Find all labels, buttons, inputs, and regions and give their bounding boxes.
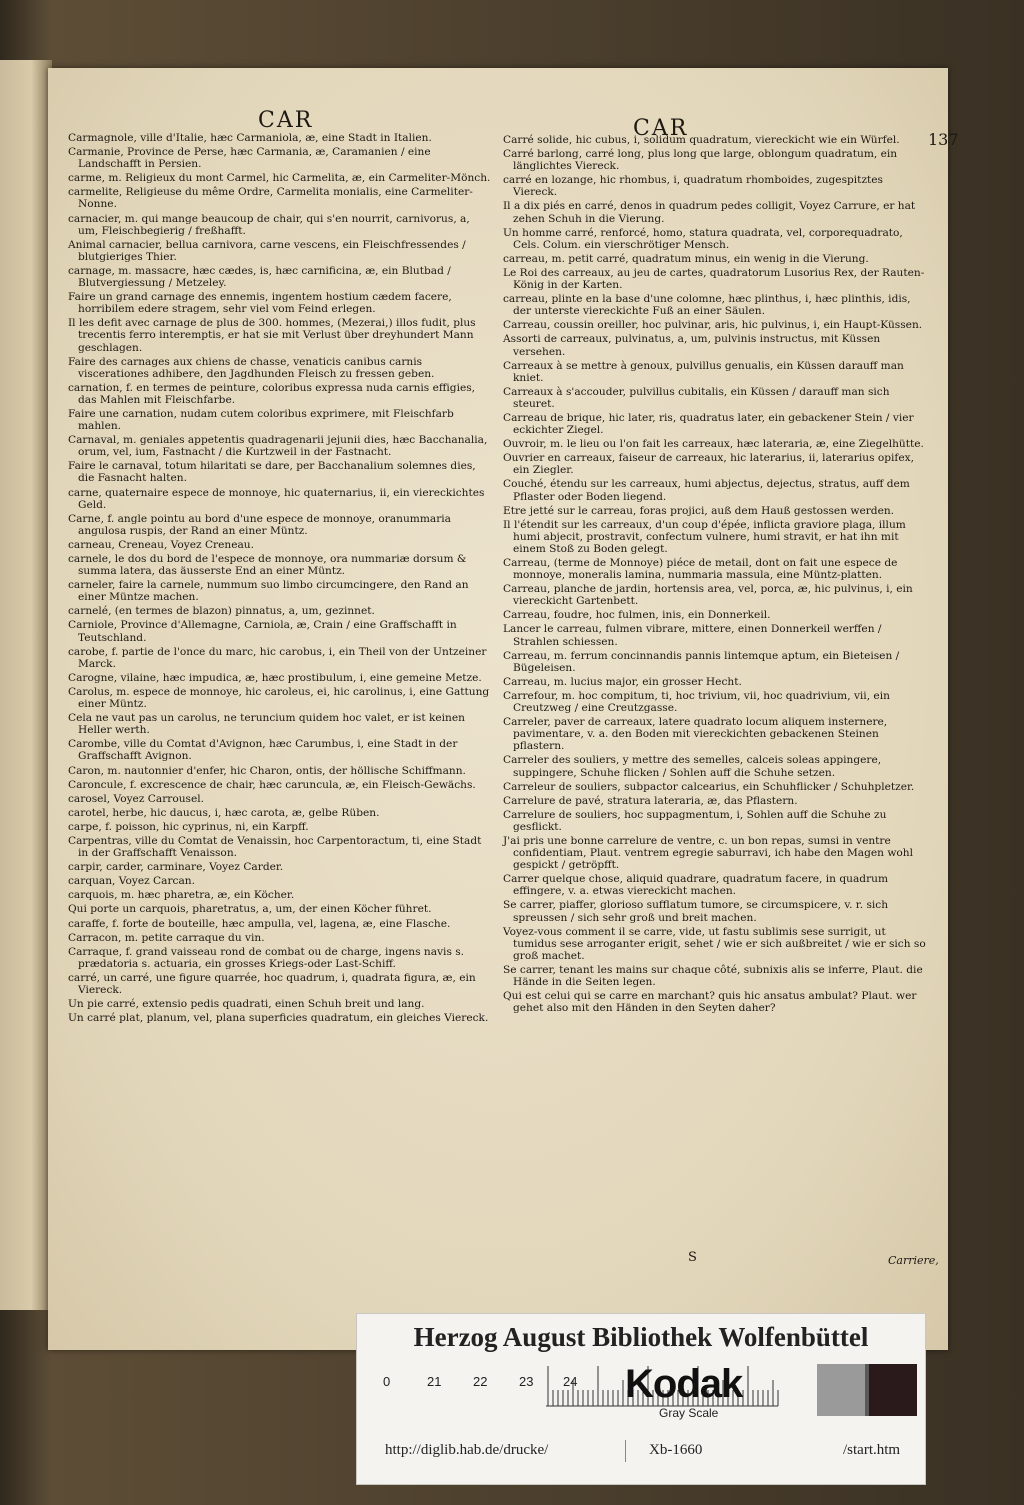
ruler-label: 23 — [519, 1374, 534, 1389]
dictionary-entry: Un pie carré, extensio pedis quadrati, einen Schuh breit und lang. — [68, 998, 425, 1011]
dictionary-entry: Caron, m. nautonnier d'enfer, hic Charon, ontis, der höllische Schiffmann. — [68, 764, 466, 777]
dictionary-entry: Qui porte un carquois, pharetratus, a, um, der einen Köcher führet. — [68, 903, 432, 916]
dictionary-entry: carré, un carré, une figure quarrée, hoc quadrum, i, quadrata figura, æ, ein Viereck. — [68, 971, 476, 996]
dictionary-entry: Caroncule, f. excrescence de chair, hæc caruncula, æ, ein Fleisch-Gewächs. — [68, 778, 476, 791]
dictionary-entry: carquan, Voyez Carcan. — [68, 875, 195, 888]
dictionary-entry: Cela ne vaut pas un carolus, ne teruncium quidem hoc valet, er ist keinen Heller werth. — [68, 712, 465, 737]
dictionary-entry: Voyez-vous comment il se carre, vide, ut fastu sublimis sese surrigit, ut tumidus sese arroganter erigit, sehet / wie er sich außbreitet / wie er sich so groß machet. — [503, 925, 926, 962]
kodak-logo: Kodak — [625, 1362, 743, 1406]
dictionary-entry: Faire le carnaval, totum hilaritati se dare, per Bacchanalium solemnes dies, die Fasnacht halten. — [68, 460, 476, 485]
gray-scale-label: Gray Scale — [659, 1406, 719, 1420]
dictionary-entry: Ouvrier en carreaux, faiseur de carreaux, hic laterarius, ii, laterarius opifex, ein Ziegler. — [503, 452, 914, 477]
dictionary-entry: Carrelure de souliers, hoc suppagmentum, i, Sohlen auff die Schuhe zu gesflickt. — [503, 808, 887, 833]
dictionary-entry: Qui est celui qui se carre en marchant? quis hic ansatus ambulat? Plaut. wer gehet also mit den Händen in den Seyten daher? — [503, 990, 917, 1015]
ruler-label: 24 — [563, 1374, 578, 1389]
dictionary-entry: Carne, f. angle pointu au bord d'une espece de monnoye, oranummaria angulosa ruspis, der Rand an einer Müntz. — [68, 512, 451, 537]
dictionary-entry: Carrelure de pavé, stratura lateraria, æ, das Pflastern. — [503, 794, 798, 807]
signature-mark: S — [688, 1250, 697, 1265]
dictionary-entry: Ouvroir, m. le lieu ou l'on fait les carreaux, hæc lateraria, æ, eine Ziegelhütte. — [503, 438, 924, 451]
dictionary-entry: Un carré plat, planum, vel, plana superficies quadratum, ein gleiches Viereck. — [68, 1012, 489, 1025]
card-footer — [357, 1434, 925, 1464]
dictionary-entry: Carracon, m. petite carraque du vin. — [68, 931, 265, 944]
dictionary-entry: Carreaux à s'accouder, pulvillus cubitalis, ein Küssen / darauff man sich steuret. — [503, 385, 890, 410]
running-head-right: CAR — [633, 116, 689, 141]
dictionary-entry: Carpentras, ville du Comtat de Venaissin, hoc Carpentoractum, ti, eine Stadt in der Graffschafft Venaisson. — [68, 834, 482, 860]
ruler-label: 21 — [427, 1374, 442, 1389]
dictionary-entry: carneau, Creneau, Voyez Creneau. — [68, 538, 254, 551]
dictionary-entry: carnacier, m. qui mange beaucoup de chair, qui s'en nourrit, carnivorus, a, um, Fleischbegierig / freßhafft. — [68, 212, 470, 237]
footer-divider — [625, 1440, 626, 1462]
dictionary-entry: Carniole, Province d'Allemagne, Carniola, æ, Crain / eine Graffschafft in Teutschland. — [68, 619, 457, 644]
dictionary-entry: Etre jetté sur le carreau, foras projici, auß dem Hauß gestossen werden. — [503, 504, 895, 517]
catchword: Carriere, — [888, 1254, 939, 1267]
dictionary-entry: Carreau, m. ferrum concinnandis pannis lintemque aptum, ein Bieteisen / Bügeleisen. — [503, 649, 900, 674]
dictionary-entry: caraffe, f. forte de bouteille, hæc ampulla, vel, lagena, æ, eine Flasche. — [68, 917, 451, 930]
gray-swatch-dark — [869, 1364, 917, 1416]
left-entry-list — [68, 132, 493, 1026]
gray-swatch-light — [817, 1364, 865, 1416]
dictionary-entry: Il a dix piés en carré, denos in quadrum pedes colligit, Voyez Carrure, er hat zehen Schuh in die Vierung. — [503, 200, 916, 225]
dictionary-entry: Carreleur de souliers, subpactor calcearius, ein Schuhflicker / Schuhpletzer. — [503, 780, 915, 793]
dictionary-entry: Carmagnole, ville d'Italie, hæc Carmaniola, æ, eine Stadt in Italien. — [68, 132, 432, 144]
dictionary-entry: Carmanie, Province de Perse, hæc Carmania, æ, Caramanien / eine Landschafft in Persien. — [68, 146, 431, 171]
dictionary-entry: Carraque, f. grand vaisseau rond de combat ou de charge, ingens navis s. prædatoria s. actuaria, ein grosses Kriegs-oder Last-Schiff. — [68, 945, 465, 970]
dictionary-entry: Carré solide, hic cubus, i, solidum quadratum, viereckicht wie ein Würfel. — [503, 134, 900, 146]
dictionary-entry: Faire une carnation, nudam cutem coloribus exprimere, mit Fleischfarb mahlen. — [68, 407, 454, 433]
dictionary-entry: Carreau de brique, hic later, ris, quadratus later, ein gebackener Stein / vier eckichter Ziegel. — [503, 411, 914, 437]
start-page-path: /start.htm — [843, 1442, 901, 1458]
dictionary-entry: carnation, f. en termes de peinture, coloribus expressa nuda carnis effigies, das Mahlen mit Fleischfarbe. — [68, 381, 476, 406]
dictionary-entry: Carolus, m. espece de monnoye, hic caroleus, ei, hic carolinus, i, eine Gattung einer Müntz. — [68, 685, 490, 711]
dictionary-entry: Carreau, foudre, hoc fulmen, inis, ein Donnerkeil. — [503, 609, 771, 622]
dictionary-entry: carneler, faire la carnele, nummum suo limbo circumcingere, den Rand an einer Müntze machen. — [68, 579, 469, 604]
dictionary-entry: carré en lozange, hic rhombus, i, quadratum rhomboides, zugespitztes Viereck. — [503, 174, 883, 199]
dictionary-entry: carotel, herbe, hic daucus, i, hæc carota, æ, gelbe Rüben. — [68, 806, 380, 819]
dictionary-entry: carreau, plinte en la base d'une colomne, hæc plinthus, i, hæc plinthis, idis, der unterste viereckichte Fuß an einer Säulen. — [503, 293, 911, 318]
dictionary-entry: carreau, m. petit carré, quadratum minus, ein wenig in die Vierung. — [503, 252, 869, 265]
dictionary-entry: carquois, m. hæc pharetra, æ, ein Köcher. — [68, 889, 295, 902]
dictionary-entry: Le Roi des carreaux, au jeu de cartes, quadratorum Lusorius Rex, der Rauten-König in der Karten. — [503, 266, 925, 292]
dictionary-entry: Carrefour, m. hoc compitum, ti, hoc trivium, vii, hoc quadrivium, vii, ein Creutzweg / eine Creutzgasse. — [503, 689, 890, 715]
dictionary-entry: carnele, le dos du bord de l'espece de monnoye, ora nummariæ dorsum & summa latera, das äusserste End an einer Müntz. — [68, 553, 467, 578]
dictionary-entry: carpir, carder, carminare, Voyez Carder. — [68, 861, 284, 874]
dictionary-entry: Il l'étendit sur les carreaux, d'un coup d'épée, inflicta graviore plaga, illum humi abjecit, prostravit, confectum vulnere, humi stravit, er hat ihn mit einem Stoß zu Boden gelegt. — [503, 518, 906, 555]
dictionary-entry: carmelite, Religieuse du même Ordre, Carmelita monialis, eine Carmeliter-Nonne. — [68, 186, 473, 211]
dictionary-entry: Carrer quelque chose, aliquid quadrare, quadratum facere, in quadrum effingere, v. a. etwas viereckicht machen. — [503, 873, 889, 898]
dictionary-entry: Lancer le carreau, fulmen vibrare, mittere, einen Donnerkeil werffen / Strahlen schiessen. — [503, 623, 882, 648]
dictionary-entry: Carreau, planche de jardin, hortensis area, vel, porca, æ, hic pulvinus, i, ein viereckicht Gartenbett. — [503, 583, 913, 608]
dictionary-entry: carme, m. Religieux du mont Carmel, hic Carmelita, æ, ein Carmeliter-Mönch. — [68, 172, 491, 185]
shelfmark: Xb-1660 — [649, 1442, 703, 1458]
dictionary-entry: carpe, f. poisson, hic cyprinus, ni, ein Karpff. — [68, 820, 309, 833]
dictionary-entry: Carré barlong, carré long, plus long que large, oblongum quadratum, ein länglichtes Viereck. — [503, 148, 898, 173]
dictionary-entry: carnage, m. massacre, hæc cædes, is, hæc carnificina, æ, ein Blutbad / Blutvergiessung / Metzeley. — [68, 264, 451, 290]
dictionary-entry: Il les defit avec carnage de plus de 300. hommes, (Mezerai,) illos fudit, plus trecentis ferro interemptis, er hat sie mit Verlust über dreyhundert Mann geschlagen. — [68, 317, 476, 354]
dictionary-entry: Carombe, ville du Comtat d'Avignon, hæc Carumbus, i, eine Stadt in der Graffschafft Avignon. — [68, 738, 458, 763]
dictionary-entry: Carreau, m. lucius major, ein grosser Hecht. — [503, 675, 742, 688]
running-head-left: CAR — [258, 108, 314, 133]
library-title: Herzog August Bibliothek Wolfenbüttel — [413, 1322, 869, 1352]
dictionary-entry: Faire des carnages aux chiens de chasse, venaticis canibus carnis viscerationes adhibere, den Jagdhunden Fleisch zu fressen geben. — [68, 355, 435, 380]
dictionary-entry: Carogne, vilaine, hæc impudica, æ, hæc prostibulum, i, eine gemeine Metze. — [68, 671, 482, 684]
dictionary-entry: Carreler des souliers, y mettre des semelles, calceis soleas appingere, suppingere, Schuhe flicken / Sohlen auff die Schuhe setzen. — [503, 754, 882, 779]
dictionary-entry: Animal carnacier, bellua carnivora, carne vescens, ein Fleischfressendes / blutgieriges Thier. — [68, 238, 466, 263]
dictionary-entry: Faire un grand carnage des ennemis, ingentem hostium cædem facere, horribilem edere stragem, sehr viel vom Feind erlegen. — [68, 291, 452, 316]
dictionary-entry: carne, quaternaire espece de monnoye, hic quaternarius, ii, ein viereckichtes Geld. — [68, 486, 485, 511]
library-color-card — [356, 1313, 926, 1485]
dictionary-entry: Carreler, paver de carreaux, latere quadrato locum aliquem insternere, pavimentare, v. a. den Boden mit viereckichten gebackenen Steinen pflastern. — [503, 716, 888, 753]
dictionary-entry: carobe, f. partie de l'once du marc, hic carobus, i, ein Theil von der Untzeiner Marck. — [68, 645, 487, 670]
dictionary-entry: Se carrer, tenant les mains sur chaque côté, subnixis alis se inferre, Plaut. die Hände in die Seiten legen. — [503, 963, 923, 988]
dictionary-entry: Carreaux à se mettre à genoux, pulvillus genualis, ein Küssen darauff man kniet. — [503, 359, 904, 384]
dictionary-entry: Assorti de carreaux, pulvinatus, a, um, pulvinis instructus, mit Küssen versehen. — [503, 333, 881, 358]
dictionary-entry: Carreau, coussin oreiller, hoc pulvinar, aris, hic pulvinus, i, ein Haupt-Küssen. — [503, 319, 923, 332]
facing-page-edge — [0, 60, 52, 1310]
page-number: 137 — [928, 130, 959, 149]
dictionary-entry: carnelé, (en termes de blazon) pinnatus, a, um, gezinnet. — [68, 605, 375, 618]
dictionary-entry: carosel, Voyez Carrousel. — [68, 792, 204, 805]
dictionary-entry: Carreau, (terme de Monnoye) piéce de metail, dont on fait une espece de monnoye, moneralis lamina, nummaria massula, eine Müntz-platten. — [503, 557, 898, 582]
digital-library-url: http://diglib.hab.de/drucke/ — [385, 1442, 549, 1458]
book-page — [48, 68, 959, 1350]
dictionary-entry: Se carrer, piaffer, glorioso sufflatum tumore, se circumspicere, v. r. sich spreussen / sich sehr groß und breit machen. — [503, 899, 889, 924]
right-entry-list — [503, 134, 928, 1016]
ruler-label: 0 — [383, 1374, 391, 1389]
dictionary-entry: Un homme carré, renforcé, homo, statura quadrata, vel, corporequadrato, Cels. Colum. ein vierschrötiger Mensch. — [503, 226, 903, 251]
dictionary-entry: Couché, étendu sur les carreaux, humi abjectus, dejectus, stratus, auff dem Pflaster oder Boden liegend. — [503, 478, 910, 503]
ruler-label: 22 — [473, 1374, 488, 1389]
dictionary-entry: J'ai pris une bonne carrelure de ventre, c. un bon repas, sumsi in ventre confidentiam, Plaut. ventrem egregie saburravi, ich habe den Magen wohl gespickt / getröpfft. — [503, 834, 914, 872]
dictionary-entry: Carnaval, m. geniales appetentis quadragenarii jejunii dies, hæc Bacchanalia, orum, vel, ium, Fastnacht / die Kurtzweil in der Fastnacht. — [68, 434, 488, 459]
